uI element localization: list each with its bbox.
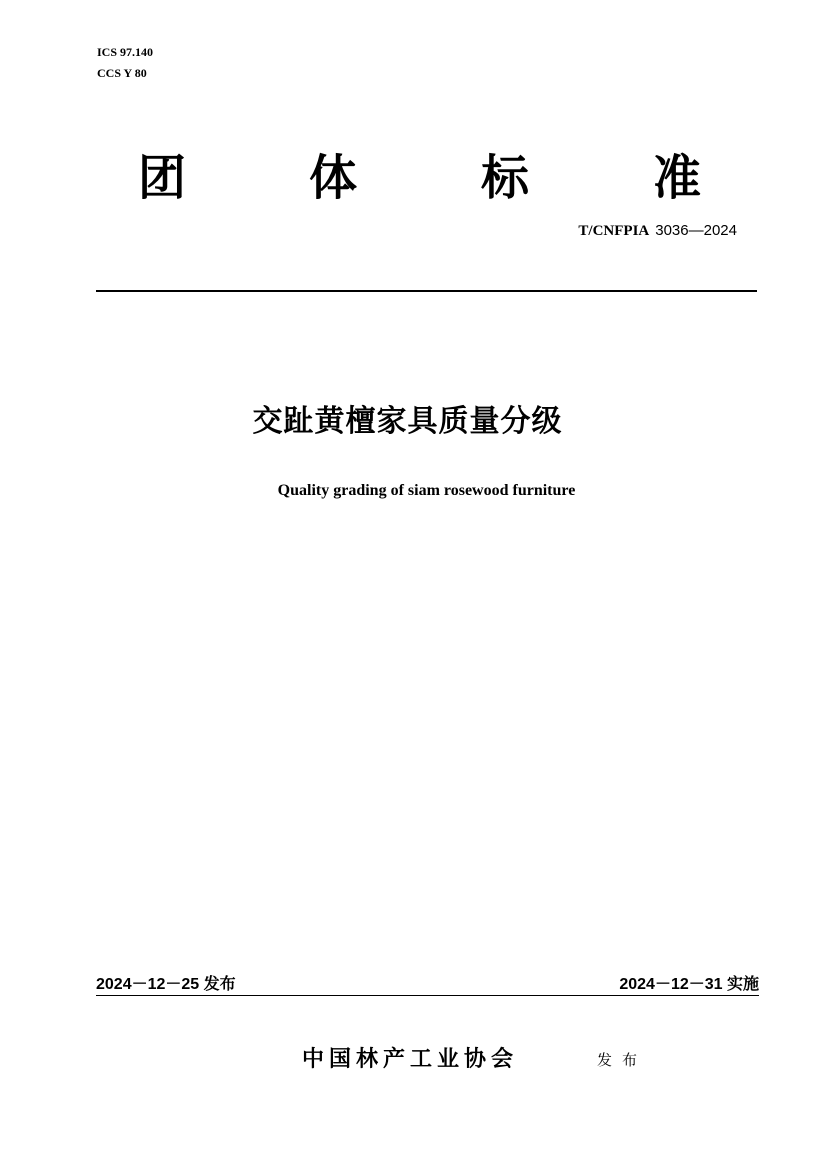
publish-action: 发布 [597,1051,648,1069]
issue-date: 2024－12－25 发布 [96,976,236,993]
dates-divider [96,995,759,996]
title-english: Quality grading of siam rosewood furniture [277,482,576,499]
title-chinese: 交趾黄檀家具质量分级 [252,404,563,439]
standard-type-char: 标 [481,150,530,206]
standard-type-char: 团 [138,150,187,206]
standard-type-char: 准 [653,150,702,206]
standard-number [578,222,737,240]
ics-code: ICS 97.140 [97,45,154,59]
standard-type-char: 体 [309,150,358,206]
implementation-date: 2024－12－31 实施 [619,976,759,993]
dates-row [96,974,759,996]
ccs-code: CCS Y 80 [97,66,147,80]
standard-number-prefix: T/CNFPIA [578,223,650,239]
header-divider [96,290,757,292]
classification-codes [97,42,153,84]
publisher-name: 中国林产工业协会 [302,1047,519,1072]
standard-number-value: 3036—2024 [655,222,737,239]
standard-type-heading [0,150,815,210]
